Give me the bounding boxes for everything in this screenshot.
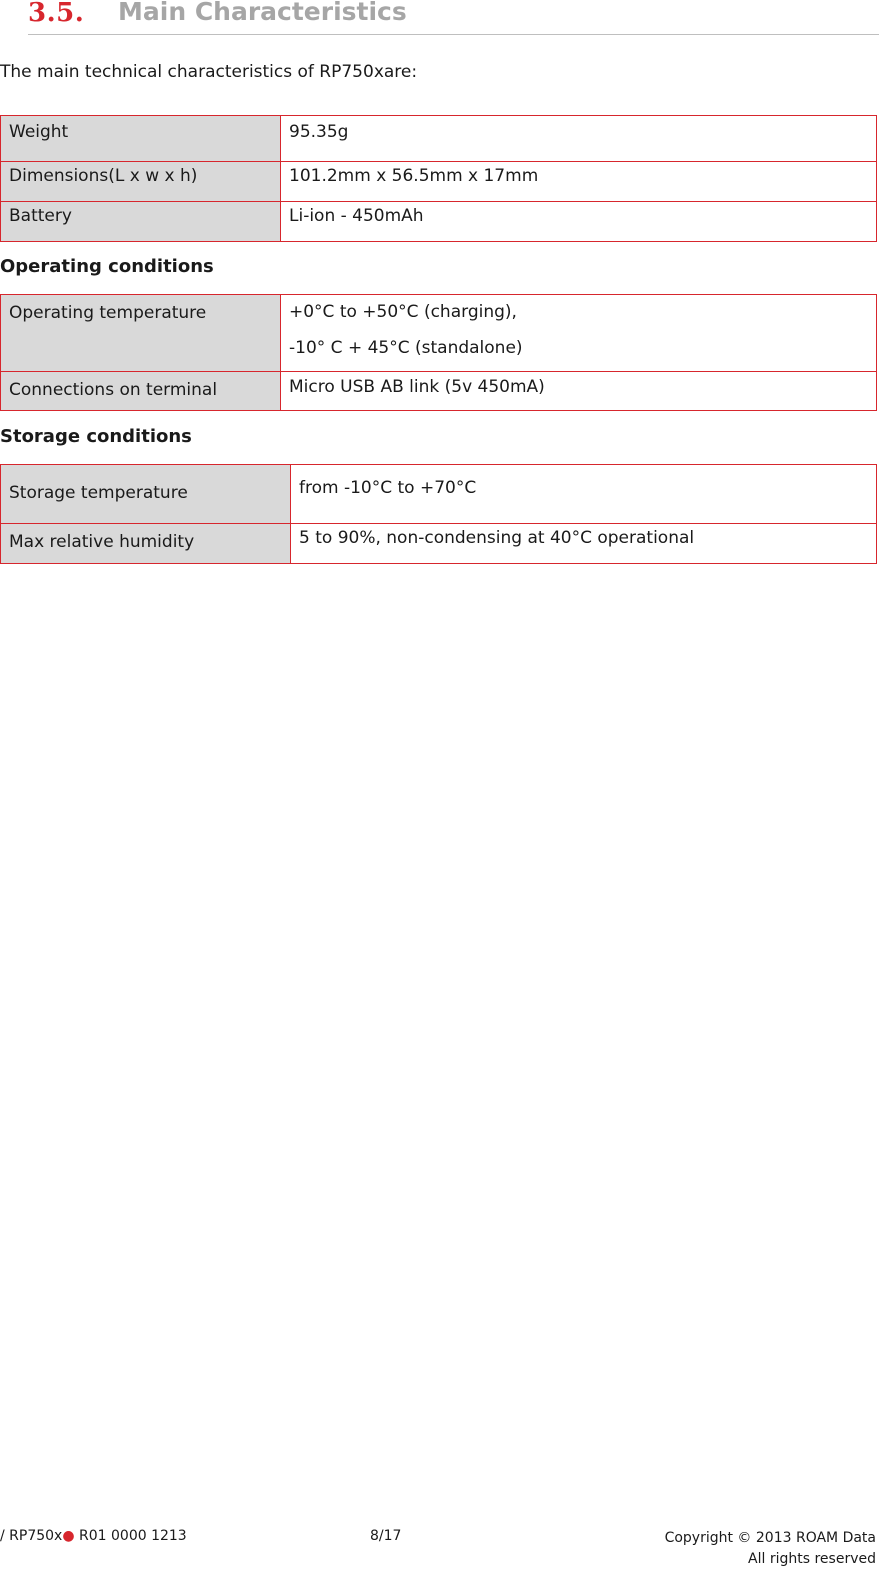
spec-value-line: -10° C + 45°C (standalone) bbox=[289, 338, 523, 358]
spec-value: 101.2mm x 56.5mm x 17mm bbox=[281, 162, 877, 202]
intro-text: The main technical characteristics of RP750xare: bbox=[0, 62, 418, 82]
section-heading bbox=[28, 0, 879, 35]
storage-conditions-table bbox=[0, 464, 877, 564]
spec-label: Storage temperature bbox=[1, 465, 291, 524]
operating-conditions-table bbox=[0, 294, 877, 411]
spec-value: Li-ion - 450mAh bbox=[281, 202, 877, 242]
table-row bbox=[1, 162, 877, 202]
table-row bbox=[1, 465, 877, 524]
footer-doc-suffix: R01 0000 1213 bbox=[74, 1528, 187, 1544]
bullet-icon: ● bbox=[62, 1528, 75, 1544]
table-row bbox=[1, 116, 877, 162]
section-number: 3.5. bbox=[28, 0, 85, 28]
spec-value bbox=[281, 295, 877, 372]
general-specs-table bbox=[0, 115, 877, 242]
spec-label: Operating temperature bbox=[1, 295, 281, 372]
spec-label: Connections on terminal bbox=[1, 372, 281, 411]
table-row bbox=[1, 372, 877, 411]
table-row bbox=[1, 524, 877, 564]
section-title: Main Characteristics bbox=[118, 0, 407, 26]
table-row bbox=[1, 202, 877, 242]
spec-value-line: +0°C to +50°C (charging), bbox=[289, 302, 517, 322]
footer-page-number: 8/17 bbox=[370, 1528, 402, 1544]
footer-copyright: Copyright © 2013 ROAM Data bbox=[664, 1530, 876, 1546]
storage-conditions-heading: Storage conditions bbox=[0, 426, 192, 447]
footer-copyright-block bbox=[665, 1528, 876, 1570]
table-row bbox=[1, 295, 877, 372]
spec-value: 95.35g bbox=[281, 116, 877, 162]
footer-rights: All rights reserved bbox=[748, 1551, 876, 1567]
spec-value: Micro USB AB link (5v 450mA) bbox=[281, 372, 877, 411]
footer-doc-prefix: / RP750x bbox=[0, 1528, 63, 1544]
spec-label: Dimensions(L x w x h) bbox=[1, 162, 281, 202]
spec-label: Battery bbox=[1, 202, 281, 242]
footer-doc-id bbox=[0, 1528, 187, 1544]
spec-label: Weight bbox=[1, 116, 281, 162]
spec-value: from -10°C to +70°C bbox=[291, 465, 877, 524]
spec-value: 5 to 90%, non-condensing at 40°C operational bbox=[291, 524, 877, 564]
spec-label: Max relative humidity bbox=[1, 524, 291, 564]
operating-conditions-heading: Operating conditions bbox=[0, 256, 214, 277]
